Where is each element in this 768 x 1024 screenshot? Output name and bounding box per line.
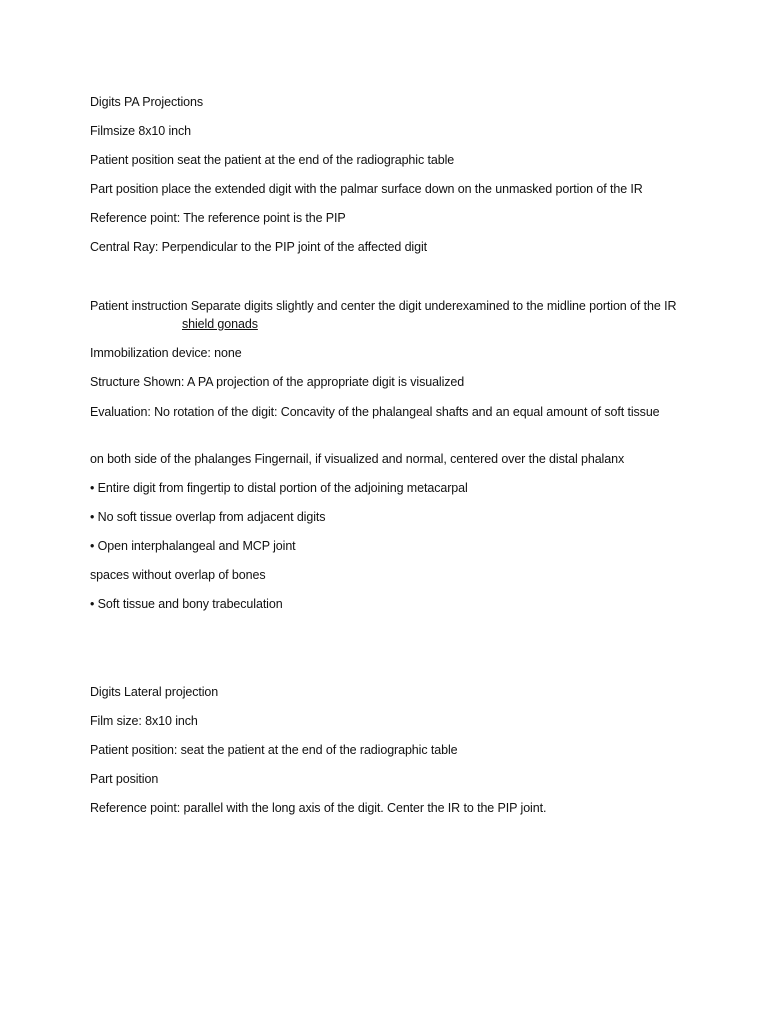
- pa-patient-instruction-text: Patient instruction Separate digits slightly and center the digit underexamined to the midline portion of the IR: [90, 299, 677, 313]
- pa-patient-position: Patient position seat the patient at the end of the radiographic table: [90, 153, 455, 167]
- pa-bullet-2: • No soft tissue overlap from adjacent digits: [90, 510, 326, 524]
- pa-reference-point: Reference point: The reference point is the PIP: [90, 211, 346, 225]
- lateral-patient-position: Patient position: seat the patient at the end of the radiographic table: [90, 743, 458, 757]
- pa-central-ray: Central Ray: Perpendicular to the PIP joint of the affected digit: [90, 240, 427, 254]
- pa-bullet-4: • Soft tissue and bony trabeculation: [90, 597, 283, 611]
- pa-patient-instruction: [90, 297, 682, 333]
- pa-shield-gonads: shield gonads: [182, 317, 258, 331]
- pa-bullet-3-cont: spaces without overlap of bones: [90, 568, 266, 582]
- pa-evaluation-cont: on both side of the phalanges Fingernail, if visualized and normal, centered over the distal phalanx: [90, 452, 625, 466]
- lateral-reference-point: Reference point: parallel with the long axis of the digit. Center the IR to the PIP joint.: [90, 801, 547, 815]
- pa-evaluation: Evaluation: No rotation of the digit: Concavity of the phalangeal shafts and an equal amount of soft tissue: [90, 405, 660, 419]
- pa-immobilization: Immobilization device: none: [90, 346, 242, 360]
- lateral-title: Digits Lateral projection: [90, 685, 219, 699]
- lateral-film-size: Film size: 8x10 inch: [90, 714, 198, 728]
- pa-part-position: Part position place the extended digit with the palmar surface down on the unmasked portion of the IR: [90, 182, 643, 196]
- pa-structure-shown: Structure Shown: A PA projection of the appropriate digit is visualized: [90, 375, 465, 389]
- pa-film-size: Filmsize 8x10 inch: [90, 124, 192, 138]
- pa-bullet-3: • Open interphalangeal and MCP joint: [90, 539, 296, 553]
- lateral-part-position: Part position: [90, 772, 159, 786]
- pa-bullet-1: • Entire digit from fingertip to distal portion of the adjoining metacarpal: [90, 481, 468, 495]
- pa-title: Digits PA Projections: [90, 95, 203, 109]
